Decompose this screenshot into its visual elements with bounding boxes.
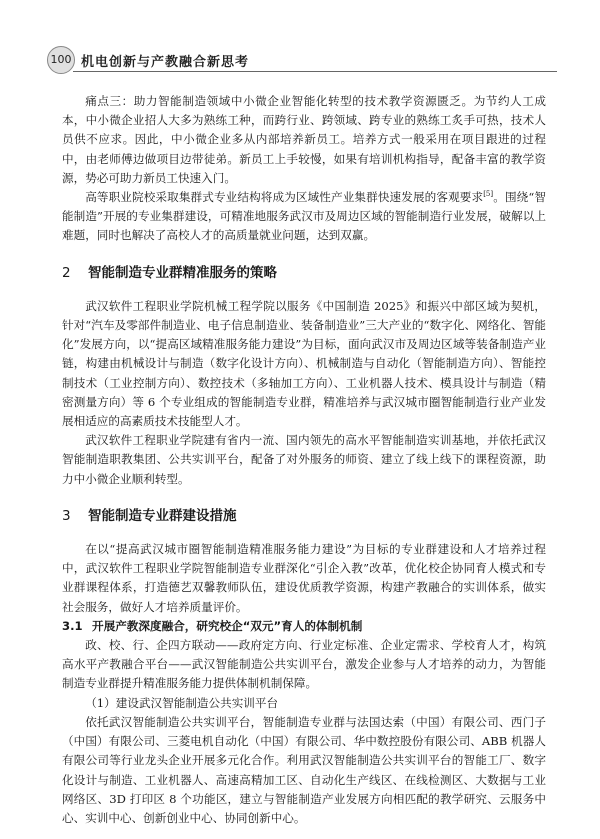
- paragraph-measures: 在以“提高武汉城市圈智能制造精准服务能力建设”为目标的专业群建设和人才培养过程中，武汉软件工程职业学院智能制造专业群深化“引企入教”改革，优化校企协同育人模式和专业群课程体系，打造德艺双馨教师队伍，建设优质教学资源，构建产教融合的实训体系，做实社会服务，做好人才培养质量评价。: [62, 542, 546, 614]
- page-number: 100: [47, 46, 75, 74]
- running-title: 机电创新与产教融合新思考: [81, 55, 250, 70]
- section-title: 智能制造专业群建设措施: [88, 507, 237, 524]
- paragraph-cluster-structure: [62, 188, 546, 246]
- subsection-number: 3.1: [62, 618, 83, 633]
- section-number: 3: [62, 507, 71, 524]
- subsection-title: 开展产教深度融合，研究校企“双元”育人的体制机制: [92, 618, 363, 633]
- paragraph-text: 高等职业院校采取集群式专业结构将成为区域性产业集群快速发展的客观要求: [85, 190, 484, 205]
- paragraph-strategy: 武汉软件工程职业学院机械工程学院以服务《中国制造 2025》和振兴中部区域为契机，针对“汽车及零部件制造业、电子信息制造业、装备制造业”三大产业的“数字化、网络化、智能化”发展方向，以“提高区域精准服务能力建设”为目标，面向武汉市及周边区域等装备制造产业链，构建由机械设计与制造（数字化设计方向）、机械制造与自动化（智能制造方向）、智能控制技术（工业控制方向）、数控技术（多轴加工方向）、工业机器人技术、模具设计与制造（精密测量方向）等 6 个专业组成的智能制造专业群，精准培养与武汉城市圈智能制造行业产业发展相适应的高素质技术技能型人才。: [62, 298, 546, 429]
- paragraph-training-base: 武汉软件工程职业学院建有省内一流、国内领先的高水平智能制造实训基地，并依托武汉智能制造职教集团、公共实训平台，配备了对外服务的师资、建立了线上线下的课程资源，助力中小微企业顺利转型。: [62, 433, 546, 486]
- paragraph-platform: 依托武汉智能制造公共实训平台，智能制造专业群与法国达索（中国）有限公司、西门子（中国）有限公司、三菱电机自动化（中国）有限公司、华中数控股份有限公司、ABB 机器人有限公司等行业龙头企业开展多元化合作。利用武汉智能制造公共实训平台的智能工厂、数字化设计与制造、工业机器人、高速高精加工区、自动化生产线区、在线检测区、大数据与工业网络区、3D 打印区 8 个功能区，建立与智能制造产业发展方向相匹配的教学研究、云服务中心、实训中心、创新创业中心、协同创新中心。: [62, 714, 546, 825]
- section-heading-3: [62, 507, 546, 526]
- citation-ref: [5]: [483, 190, 494, 199]
- section-number: 2: [62, 264, 71, 281]
- subheading-item-1: （1）建设武汉智能制造公共实训平台: [85, 695, 279, 710]
- paragraph-four-party: 政、校、行、企四方联动——政府定方向、行业定标准、企业定需求、学校育人才，构筑高水平产教融合平台——武汉智能制造公共实训平台，激发企业参与人才培养的动力，为智能制造专业群提升精准服务能力提供体制机制保障。: [62, 638, 546, 691]
- paragraph-pain-point-three: 痛点三：助力智能制造领域中小微企业智能化转型的技术教学资源匮乏。为节约人工成本，中小微企业招人大多为熟练工种，而跨行业、跨领域、跨专业的熟练工炙手可热，技术人员供不应求。因此，中小微企业多从内部培养新员工。培养方式一般采用在项目跟进的过程中，由老师傅边做项目边带徒弟。新员工上手较慢，如果有培训机构指导，配备丰富的教学资源，势必可助力新员工快速入门。: [62, 94, 546, 185]
- page-header: [47, 46, 557, 72]
- paragraph-text: 。围绕“智能制造”开展的专业集群建设，可精准地服务武汉市及周边区域的智能制造行业发展，破解以上难题，同时也解决了高校人才的高质量就业问题，达到双赢。: [62, 190, 546, 243]
- section-heading-2: [62, 264, 546, 283]
- page-body: [62, 92, 546, 828]
- subsection-heading-3-1: [62, 617, 546, 636]
- header-rule: [73, 71, 557, 72]
- section-title: 智能制造专业群精准服务的策略: [88, 264, 277, 281]
